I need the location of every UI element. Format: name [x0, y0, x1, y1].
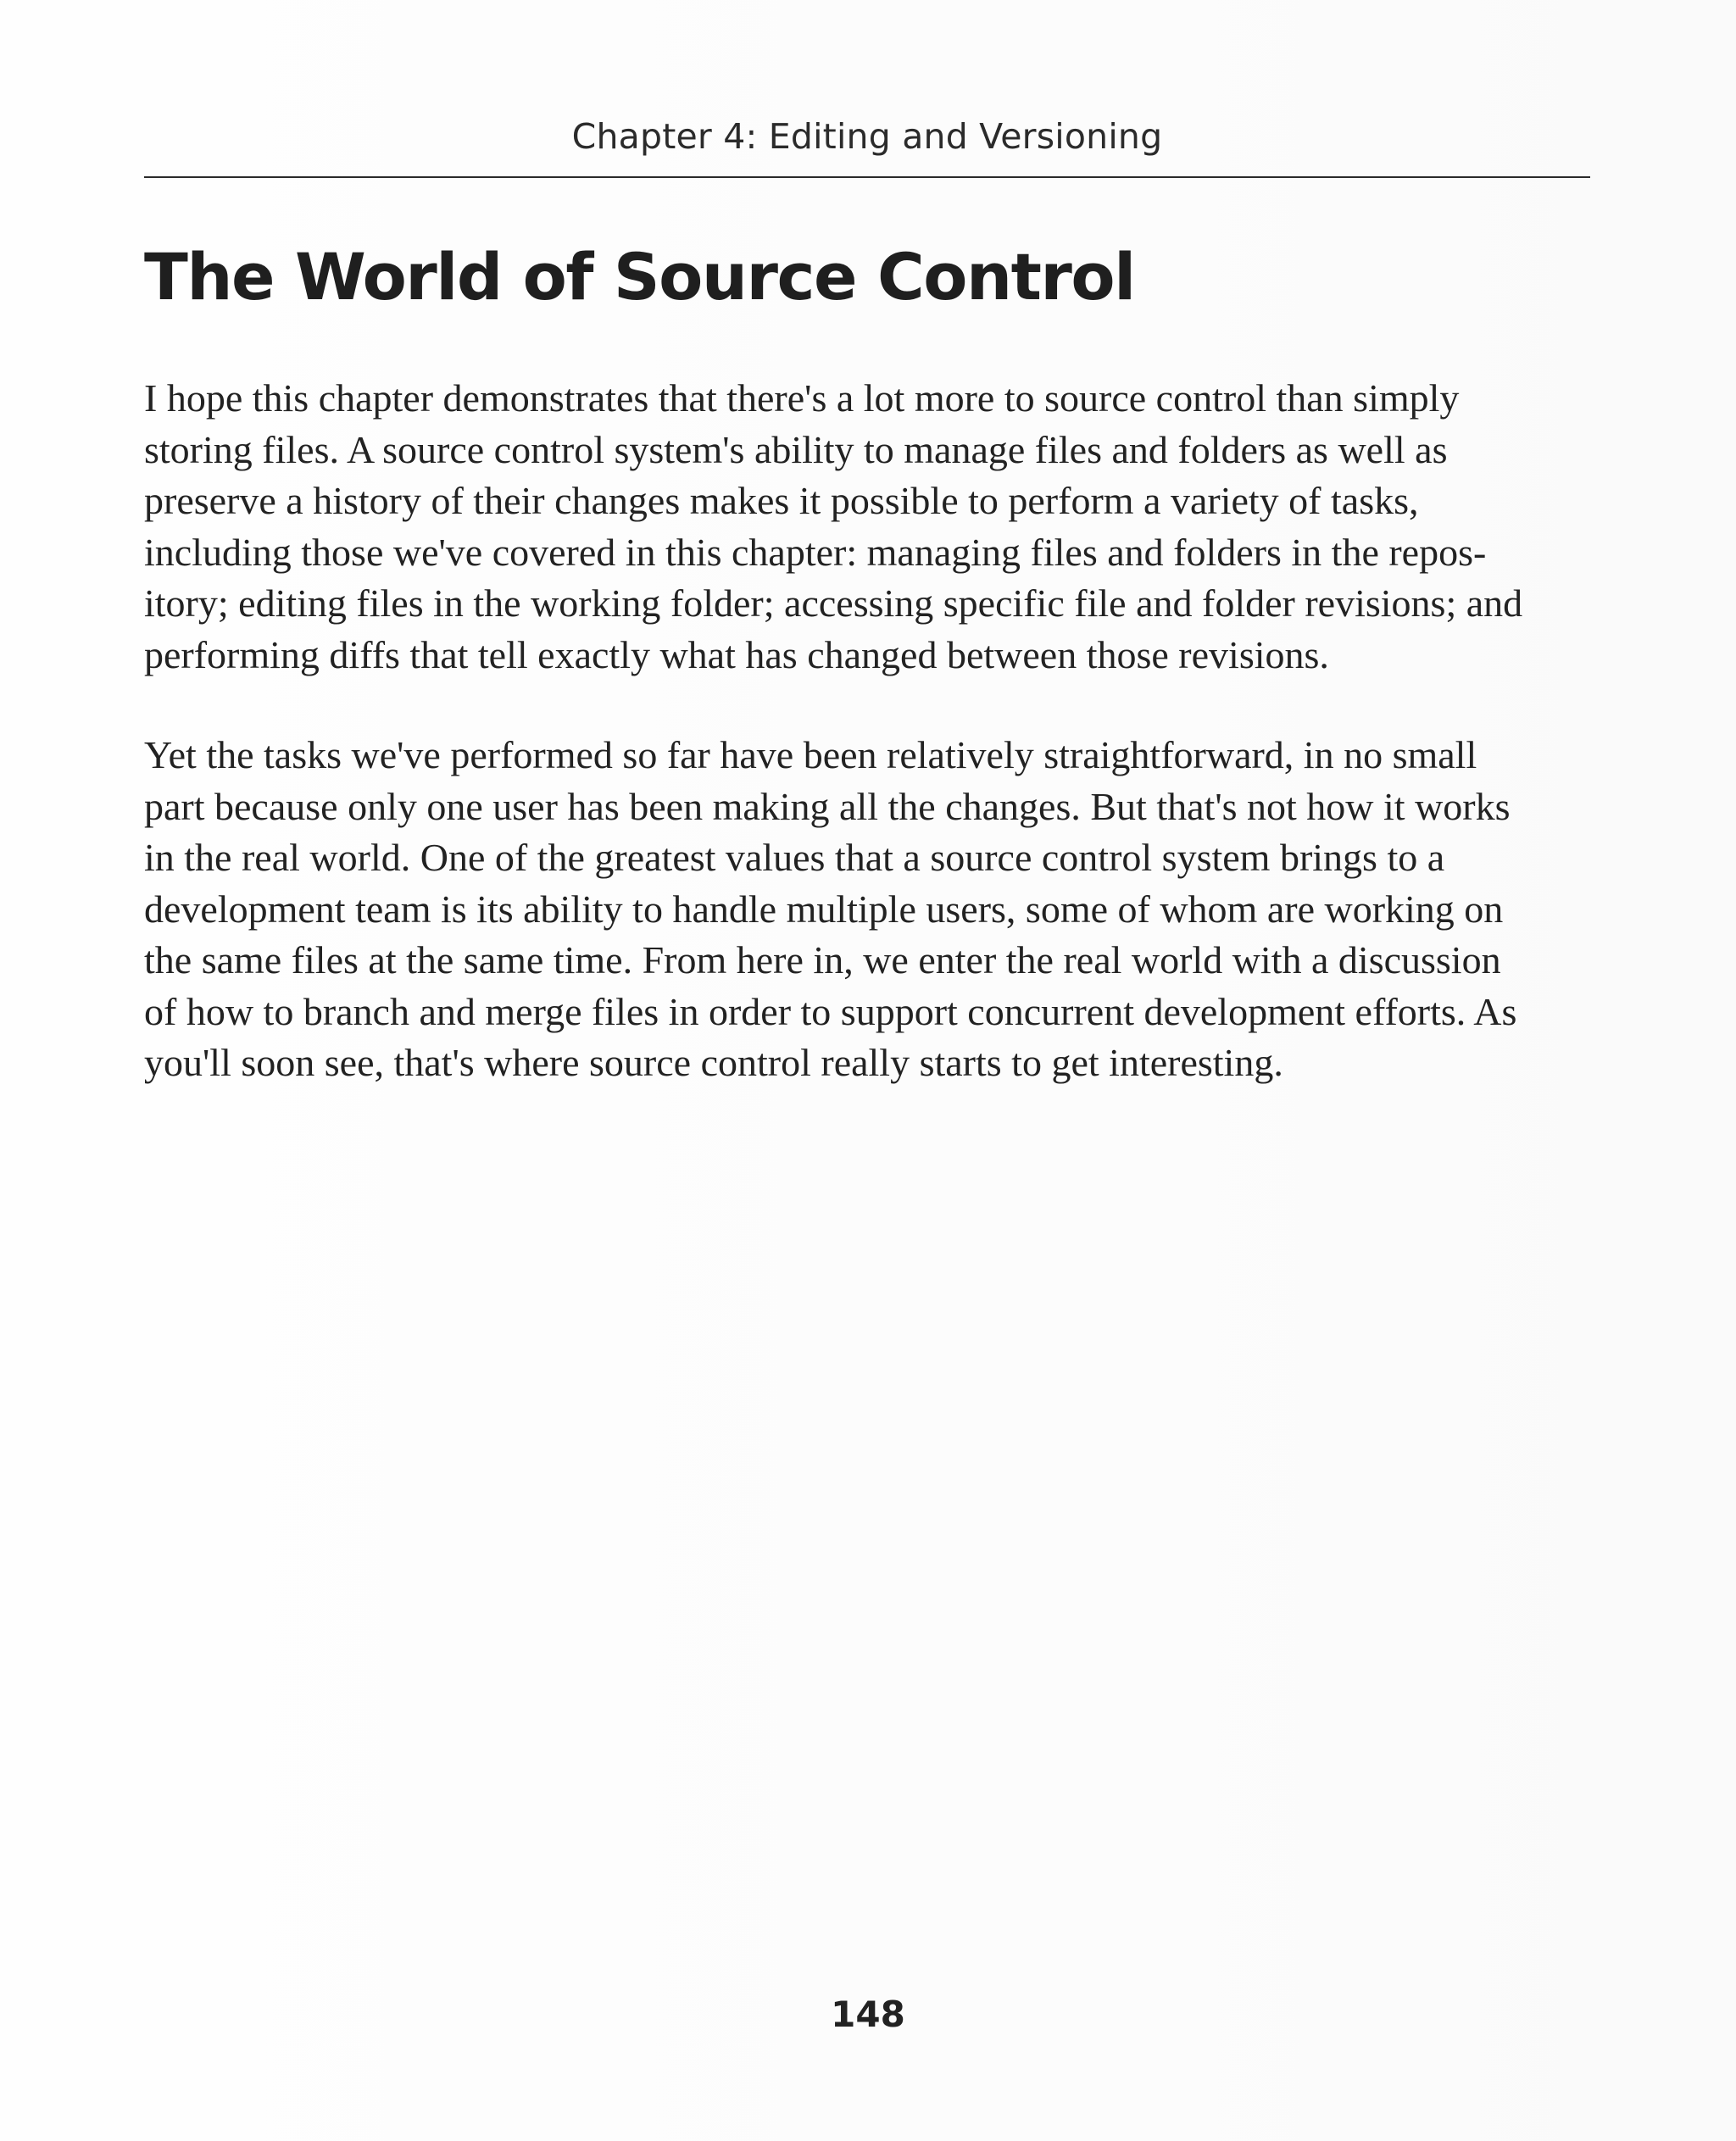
- text-line: storing files. A source control system's ability to manage files and folders as well as: [144, 427, 1448, 471]
- text-line: itory; editing files in the working folder; accessing specific file and folder revisions; and: [144, 581, 1523, 625]
- text-line: Yet the tasks we've performed so far have been relatively straightforward, in no small: [144, 733, 1477, 776]
- text-line: you'll soon see, that's where source control really starts to get interesting.: [144, 1041, 1283, 1084]
- text-line: preserve a history of their changes makes it possible to perform a variety of tasks,: [144, 479, 1419, 522]
- text-line: performing diffs that tell exactly what has changed between those revisions.: [144, 632, 1329, 676]
- text-line: the same files at the same time. From here in, we enter the real world with a discussion: [144, 938, 1501, 982]
- body-paragraph-2: [144, 730, 1589, 1089]
- text-line: of how to branch and merge files in order to support concurrent development efforts. As: [144, 989, 1517, 1033]
- text-line: I hope this chapter demonstrates that there's a lot more to source control than simply: [144, 376, 1460, 420]
- running-header: [144, 110, 1590, 178]
- body-paragraph-1: [144, 373, 1589, 681]
- chapter-title: Chapter 4: Editing and Versioning: [571, 116, 1163, 157]
- text-line: development team is its ability to handle multiple users, some of whom are working on: [144, 887, 1504, 931]
- text-line: in the real world. One of the greatest values that a source control system brings to a: [144, 836, 1445, 879]
- text-line: including those we've covered in this chapter: managing files and folders in the repos-: [144, 530, 1487, 574]
- section-title: The World of Source Control: [144, 239, 1135, 314]
- text-line: part because only one user has been making all the changes. But that's not how it works: [144, 784, 1511, 828]
- page-number: 148: [831, 1994, 905, 2035]
